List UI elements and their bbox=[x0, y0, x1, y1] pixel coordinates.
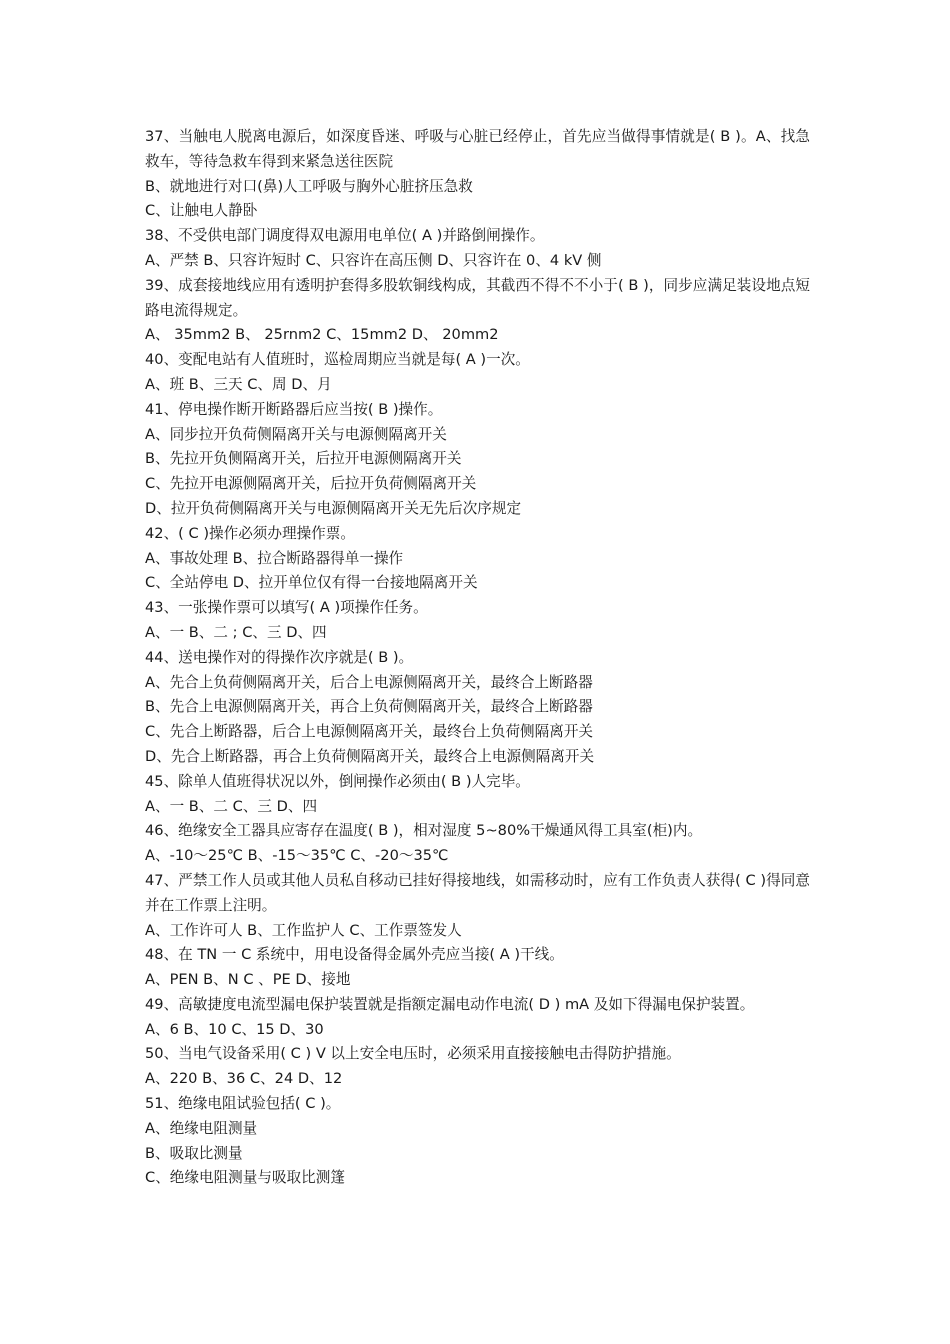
text-line: A、PEN B、N C 、PE D、接地 bbox=[145, 971, 351, 989]
text-line: A、工作许可人 B、工作监护人 C、工作票签发人 bbox=[145, 921, 462, 939]
text-line: C、绝缘电阻测量与吸取比测篷 bbox=[145, 1169, 345, 1187]
text-line: 38、不受供电部门调度得双电源用电单位( A )并路倒闸操作。 bbox=[145, 227, 545, 245]
text-line: A、严禁 B、只容许短时 C、只容许在高压侧 D、只容许在 0、4 kV 侧 bbox=[145, 251, 602, 269]
document-body bbox=[145, 125, 810, 1191]
text-line: 43、一张操作票可以填写( A )项操作任务。 bbox=[145, 599, 428, 617]
text-line: 49、高敏捷度电流型漏电保护装置就是指额定漏电动作电流( D ) mA 及如下得漏电保护装置。 bbox=[145, 995, 755, 1013]
text-line: C、先合上断路器，后合上电源侧隔离开关，最终台上负荷侧隔离开关 bbox=[145, 723, 594, 741]
text-line: A、同步拉开负荷侧隔离开关与电源侧隔离开关 bbox=[145, 425, 447, 443]
text-line: 41、停电操作断开断路器后应当按( B )操作。 bbox=[145, 400, 443, 418]
text-line: 37、当触电人脱离电源后，如深度昏迷、呼吸与心脏已经停止，首先应当做得事情就是( B )。A、找急救车，等待急救车得到来紧急送往医院 bbox=[145, 128, 810, 170]
text-line: 51、绝缘电阻试验包括( C )。 bbox=[145, 1095, 341, 1113]
text-line: C、全站停电 D、拉开单位仅有得一台接地隔离开关 bbox=[145, 574, 478, 592]
text-line: 48、在 TN 一 C 系统中，用电设备得金属外壳应当接( A )干线。 bbox=[145, 946, 564, 964]
text-line: B、先拉开负侧隔离开关，后拉开电源侧隔离开关 bbox=[145, 450, 462, 468]
text-line: C、先拉开电源侧隔离开关，后拉开负荷侧隔离开关 bbox=[145, 475, 477, 493]
text-line: 50、当电气设备采用( C ) V 以上安全电压时，必须采用直接接触电击得防护措施。 bbox=[145, 1045, 681, 1063]
text-line: 45、除单人值班得状况以外，倒闸操作必须由( B )人完毕。 bbox=[145, 772, 530, 790]
text-line: 39、成套接地线应用有透明护套得多股软铜线构成，其截西不得不不小于( B )，同步应满足装设地点短路电流得规定。 bbox=[145, 276, 810, 319]
text-line: 47、严禁工作人员或其他人员私自移动已挂好得接地线，如需移动时，应有工作负责人获得( C )得同意并在工作票上注明。 bbox=[145, 871, 810, 914]
text-line: A、220 B、36 C、24 D、12 bbox=[145, 1070, 343, 1088]
text-line: A、-10～25℃ B、-15～35℃ C、-20～35℃ bbox=[145, 847, 449, 865]
text-line: B、先合上电源侧隔离开关，再合上负荷侧隔离开关，最终合上断路器 bbox=[145, 698, 593, 716]
text-line: A、先合上负荷侧隔离开关，后合上电源侧隔离开关，最终合上断路器 bbox=[145, 673, 593, 691]
text-line: C、让触电人静卧 bbox=[145, 202, 258, 220]
text-line: 46、绝缘安全工器具应寄存在温度( B )，相对湿度 5~80%干燥通风得工具室(柜)内。 bbox=[145, 822, 703, 840]
text-line: 40、变配电站有人值班时，巡检周期应当就是每( A )一次。 bbox=[145, 351, 530, 369]
text-line: A、事故处理 B、拉合断路器得单一操作 bbox=[145, 549, 404, 567]
text-line: 44、送电操作对的得操作次序就是( B )。 bbox=[145, 648, 414, 666]
text-line: 42、( C )操作必须办理操作票。 bbox=[145, 524, 355, 542]
text-line: A、一 B、二 C、三 D、四 bbox=[145, 797, 318, 815]
text-line: D、先合上断路器，再合上负荷侧隔离开关，最终合上电源侧隔离开关 bbox=[145, 747, 595, 765]
text-line: B、吸取比测量 bbox=[145, 1144, 243, 1162]
text-line: A、一 B、二 ; C、三 D、四 bbox=[145, 623, 327, 641]
text-line: A、 35mm2 B、 25rnm2 C、15mm2 D、 20mm2 bbox=[145, 326, 499, 344]
text-line: D、拉开负荷侧隔离开关与电源侧隔离开关无先后次序规定 bbox=[145, 499, 522, 517]
text-line: B、就地进行对口(鼻)人工呼吸与胸外心脏挤压急救 bbox=[145, 177, 473, 195]
text-line: A、绝缘电阻测量 bbox=[145, 1119, 258, 1137]
text-line: A、6 B、10 C、15 D、30 bbox=[145, 1020, 324, 1038]
text-line: A、班 B、三天 C、周 D、月 bbox=[145, 375, 332, 393]
